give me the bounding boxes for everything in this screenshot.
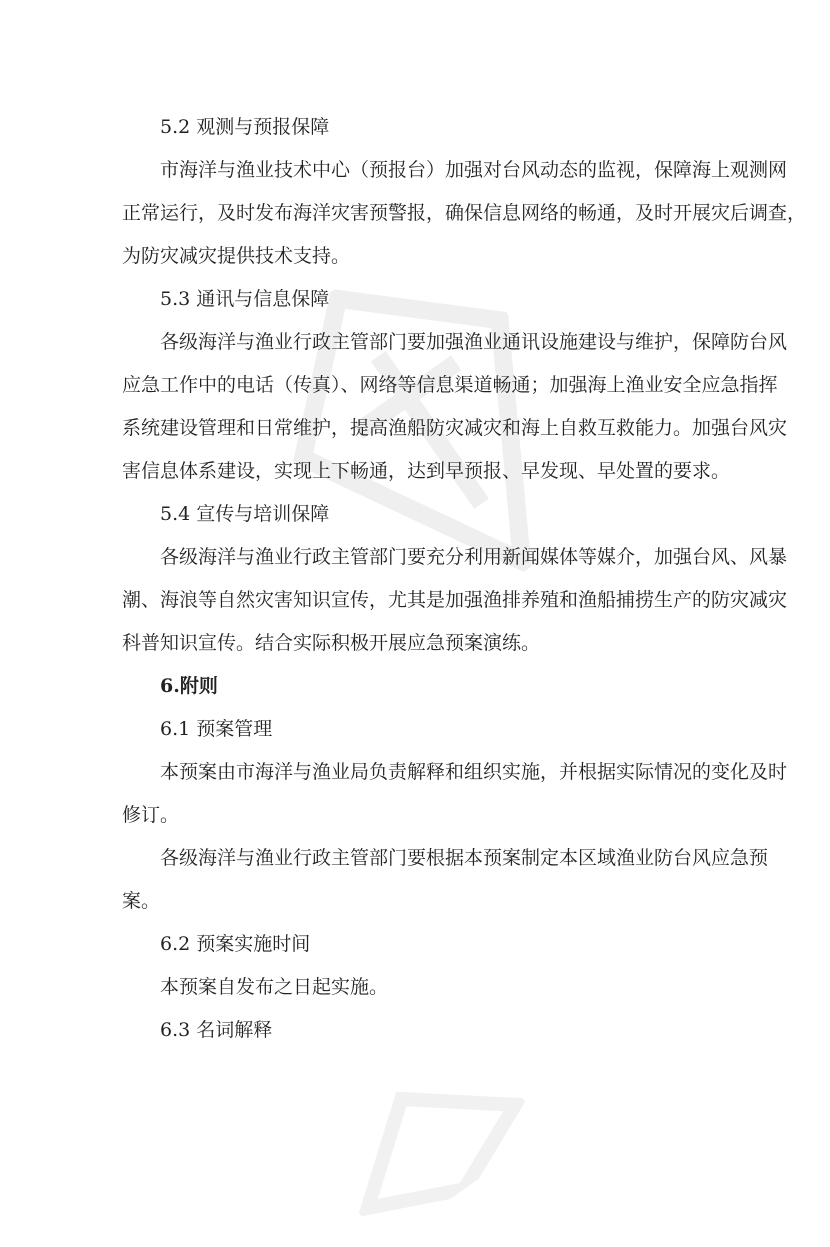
subsection-heading: 6.1 预案管理 — [160, 718, 273, 740]
paragraph-line: 各级海洋与渔业行政主管部门要根据本预案制定本区域渔业防台风应急预 — [160, 847, 769, 869]
paragraph-line: 本预案自发布之日起实施。 — [160, 976, 389, 998]
subsection-heading: 6.2 预案实施时间 — [160, 933, 311, 955]
paragraph-line: 害信息体系建设，实现上下畅通，达到早预报、早发现、早处置的要求。 — [122, 460, 731, 482]
paragraph-line: 本预案由市海洋与渔业局负责解释和组织实施，并根据实际情况的变化及时 — [160, 761, 788, 783]
subsection-heading: 6.3 名词解释 — [160, 1019, 273, 1041]
subsection-heading: 5.4 宣传与培训保障 — [160, 503, 330, 525]
paragraph-line: 应急工作中的电话（传真）、网络等信息渠道畅通；加强海上渔业安全应急指挥 — [122, 374, 778, 396]
paragraph-line: 为防灾减灾提供技术支持。 — [122, 245, 351, 267]
subsection-heading: 5.3 通讯与信息保障 — [160, 288, 330, 310]
paragraph-line: 系统建设管理和日常维护，提高渔船防灾减灾和海上自救互救能力。加强台风灾 — [122, 417, 788, 439]
paragraph-line: 各级海洋与渔业行政主管部门要加强渔业通讯设施建设与维护，保障防台风 — [160, 331, 788, 353]
watermark-logo-bottom — [314, 1033, 547, 1246]
paragraph-line: 案。 — [122, 890, 161, 912]
section-heading: 6.附则 — [160, 675, 218, 697]
paragraph-line: 市海洋与渔业技术中心（预报台）加强对台风动态的监视，保障海上观测网 — [160, 159, 788, 181]
paragraph-line: 各级海洋与渔业行政主管部门要充分利用新闻媒体等媒介，加强台风、风暴 — [160, 546, 788, 568]
subsection-heading: 5.2 观测与预报保障 — [160, 116, 330, 138]
document-body — [122, 106, 807, 1052]
paragraph-line: 科普知识宣传。结合实际积极开展应急预案演练。 — [122, 632, 541, 654]
paragraph-line: 潮、海浪等自然灾害知识宣传，尤其是加强渔排养殖和渔船捕捞生产的防灾减灾 — [122, 589, 788, 611]
paragraph-line: 修订。 — [122, 804, 180, 826]
paragraph-line: 正常运行，及时发布海洋灾害预警报，确保信息网络的畅通，及时开展灾后调查， — [122, 202, 807, 224]
